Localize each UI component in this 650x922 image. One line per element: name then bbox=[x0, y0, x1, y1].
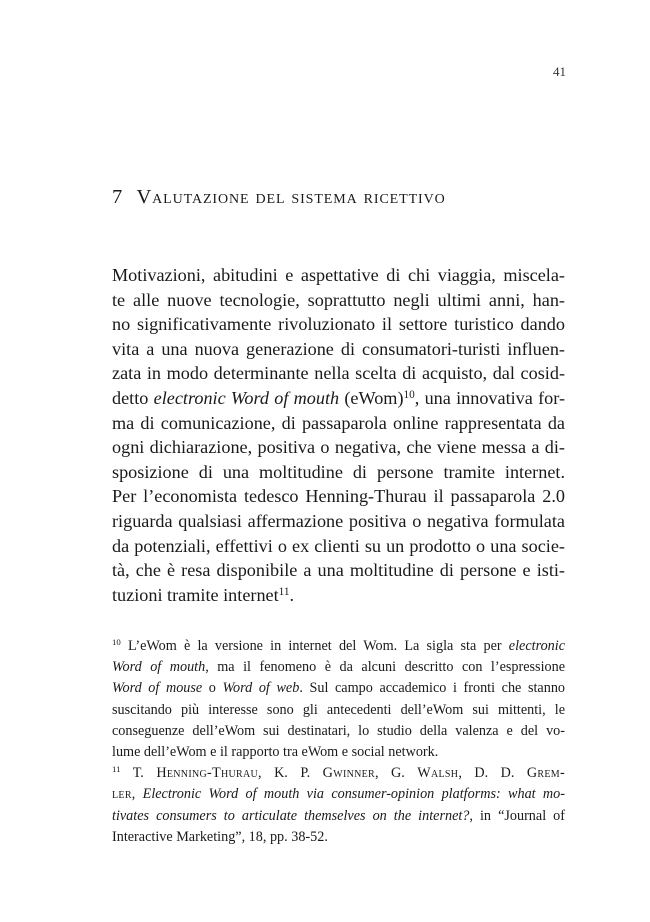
article-title: Electronic Word of mouth via consumer-opinion platforms: what mo- bbox=[142, 786, 565, 803]
footnote-text: L’eWom è la versione in internet del Wom. La sigla sta per bbox=[120, 638, 509, 654]
footnote-ref-10[interactable]: 10 bbox=[403, 388, 415, 401]
body-line bbox=[112, 386, 565, 411]
footnote-10-line bbox=[112, 636, 565, 657]
author-name: Gwinner bbox=[322, 765, 376, 782]
footnote-10-line bbox=[112, 678, 565, 699]
body-line: vita a una nuova generazione di consumatori-turisti influen- bbox=[112, 338, 565, 359]
footnote-italic: Word of mouse bbox=[112, 680, 203, 697]
body-paragraph bbox=[112, 263, 565, 607]
footnote-11-line bbox=[112, 784, 565, 805]
article-title: tivates consumers to articulate themselves on the internet? bbox=[112, 807, 470, 824]
footnote-10-line: lume dell’eWom e il rapporto tra eWom e social network. bbox=[112, 743, 439, 760]
footnote-italic: Word of mouth bbox=[112, 659, 206, 676]
body-line: no significativamente rivoluzionato il settore turistico dando bbox=[112, 314, 565, 335]
footnote-11-line bbox=[112, 763, 565, 784]
page-number: 41 bbox=[553, 64, 566, 79]
author-name: Walsh bbox=[417, 765, 459, 782]
body-line: Motivazioni, abitudini e aspettative di chi viaggia, miscela- bbox=[112, 265, 565, 285]
body-line: Per l’economista tedesco Henning-Thurau il passaparola 2.0 bbox=[112, 486, 565, 507]
footnote-text: , in “Journal of bbox=[469, 807, 565, 824]
chapter-title: Valutazione del sistema ricettivo bbox=[136, 186, 446, 208]
body-text-run: , una innovativa for- bbox=[414, 387, 565, 408]
body-line: te alle nuove tecnologie, soprattutto negli ultimi anni, han- bbox=[112, 289, 565, 310]
body-line: ogni dichiarazione, positiva o negativa, che viene messa a di- bbox=[112, 437, 565, 458]
footnote-text: , G. bbox=[375, 765, 418, 782]
author-name: ler bbox=[112, 786, 132, 803]
body-line: zata in modo determinante nella scelta di acquisto, dal cosid- bbox=[112, 363, 565, 384]
footnote-text: o bbox=[202, 680, 223, 697]
body-line: sposizione di una moltitudine di persone tramite internet. bbox=[112, 461, 565, 482]
body-line: ma di comunicazione, di passaparola online rappresentata da bbox=[112, 412, 565, 433]
footnote-text: , ma il fenomeno è da alcuni descritto con l’espressione bbox=[205, 659, 565, 676]
footnote-text: , bbox=[131, 786, 143, 803]
footnote-text: , K. P. bbox=[258, 765, 323, 782]
footnote-text: . Sul campo accademico i fronti che stanno bbox=[299, 680, 566, 697]
author-name: Grem- bbox=[526, 765, 565, 782]
footnote-11-line bbox=[112, 806, 565, 827]
author-name: Henning-Thurau bbox=[156, 765, 259, 782]
footnote-text: T. bbox=[120, 765, 157, 782]
body-line: riguarda qualsiasi affermazione positiva o negativa formulata bbox=[112, 510, 565, 531]
footnote-marker-11: 11 bbox=[112, 764, 121, 775]
footnote-text: , D. D. bbox=[458, 765, 527, 782]
ewom-term: electronic Word of mouth bbox=[153, 387, 340, 408]
footnote-10-line: conseguenze dell’eWom sui destinatari, lo studio della valenza e del vo- bbox=[112, 722, 565, 739]
footnote-marker-10: 10 bbox=[112, 637, 121, 648]
body-text-run: . bbox=[289, 584, 295, 605]
footnote-ref-11[interactable]: 11 bbox=[278, 585, 290, 598]
body-line: da potenziali, effettivi o ex clienti su un prodotto o una socie- bbox=[112, 535, 565, 556]
footnote-italic: electronic bbox=[508, 638, 565, 654]
chapter-number: 7 bbox=[112, 186, 123, 208]
body-text-run: (eWom) bbox=[339, 387, 404, 408]
body-text-run: detto bbox=[112, 387, 154, 408]
body-line: tà, che è resa disponibile a una moltitudine di persone e isti- bbox=[112, 560, 565, 581]
footnotes bbox=[112, 636, 565, 848]
footnote-11-line: Interactive Marketing”, 18, pp. 38-52. bbox=[112, 828, 328, 845]
body-text-run: tuzioni tramite internet bbox=[112, 584, 279, 605]
body-line bbox=[112, 583, 565, 608]
footnote-italic: Word of web bbox=[222, 680, 300, 697]
footnote-10-line bbox=[112, 657, 565, 678]
footnote-10-line: suscitando più interesse sono gli antecedenti dell’eWom sui mittenti, le bbox=[112, 701, 565, 718]
chapter-heading bbox=[112, 186, 572, 209]
